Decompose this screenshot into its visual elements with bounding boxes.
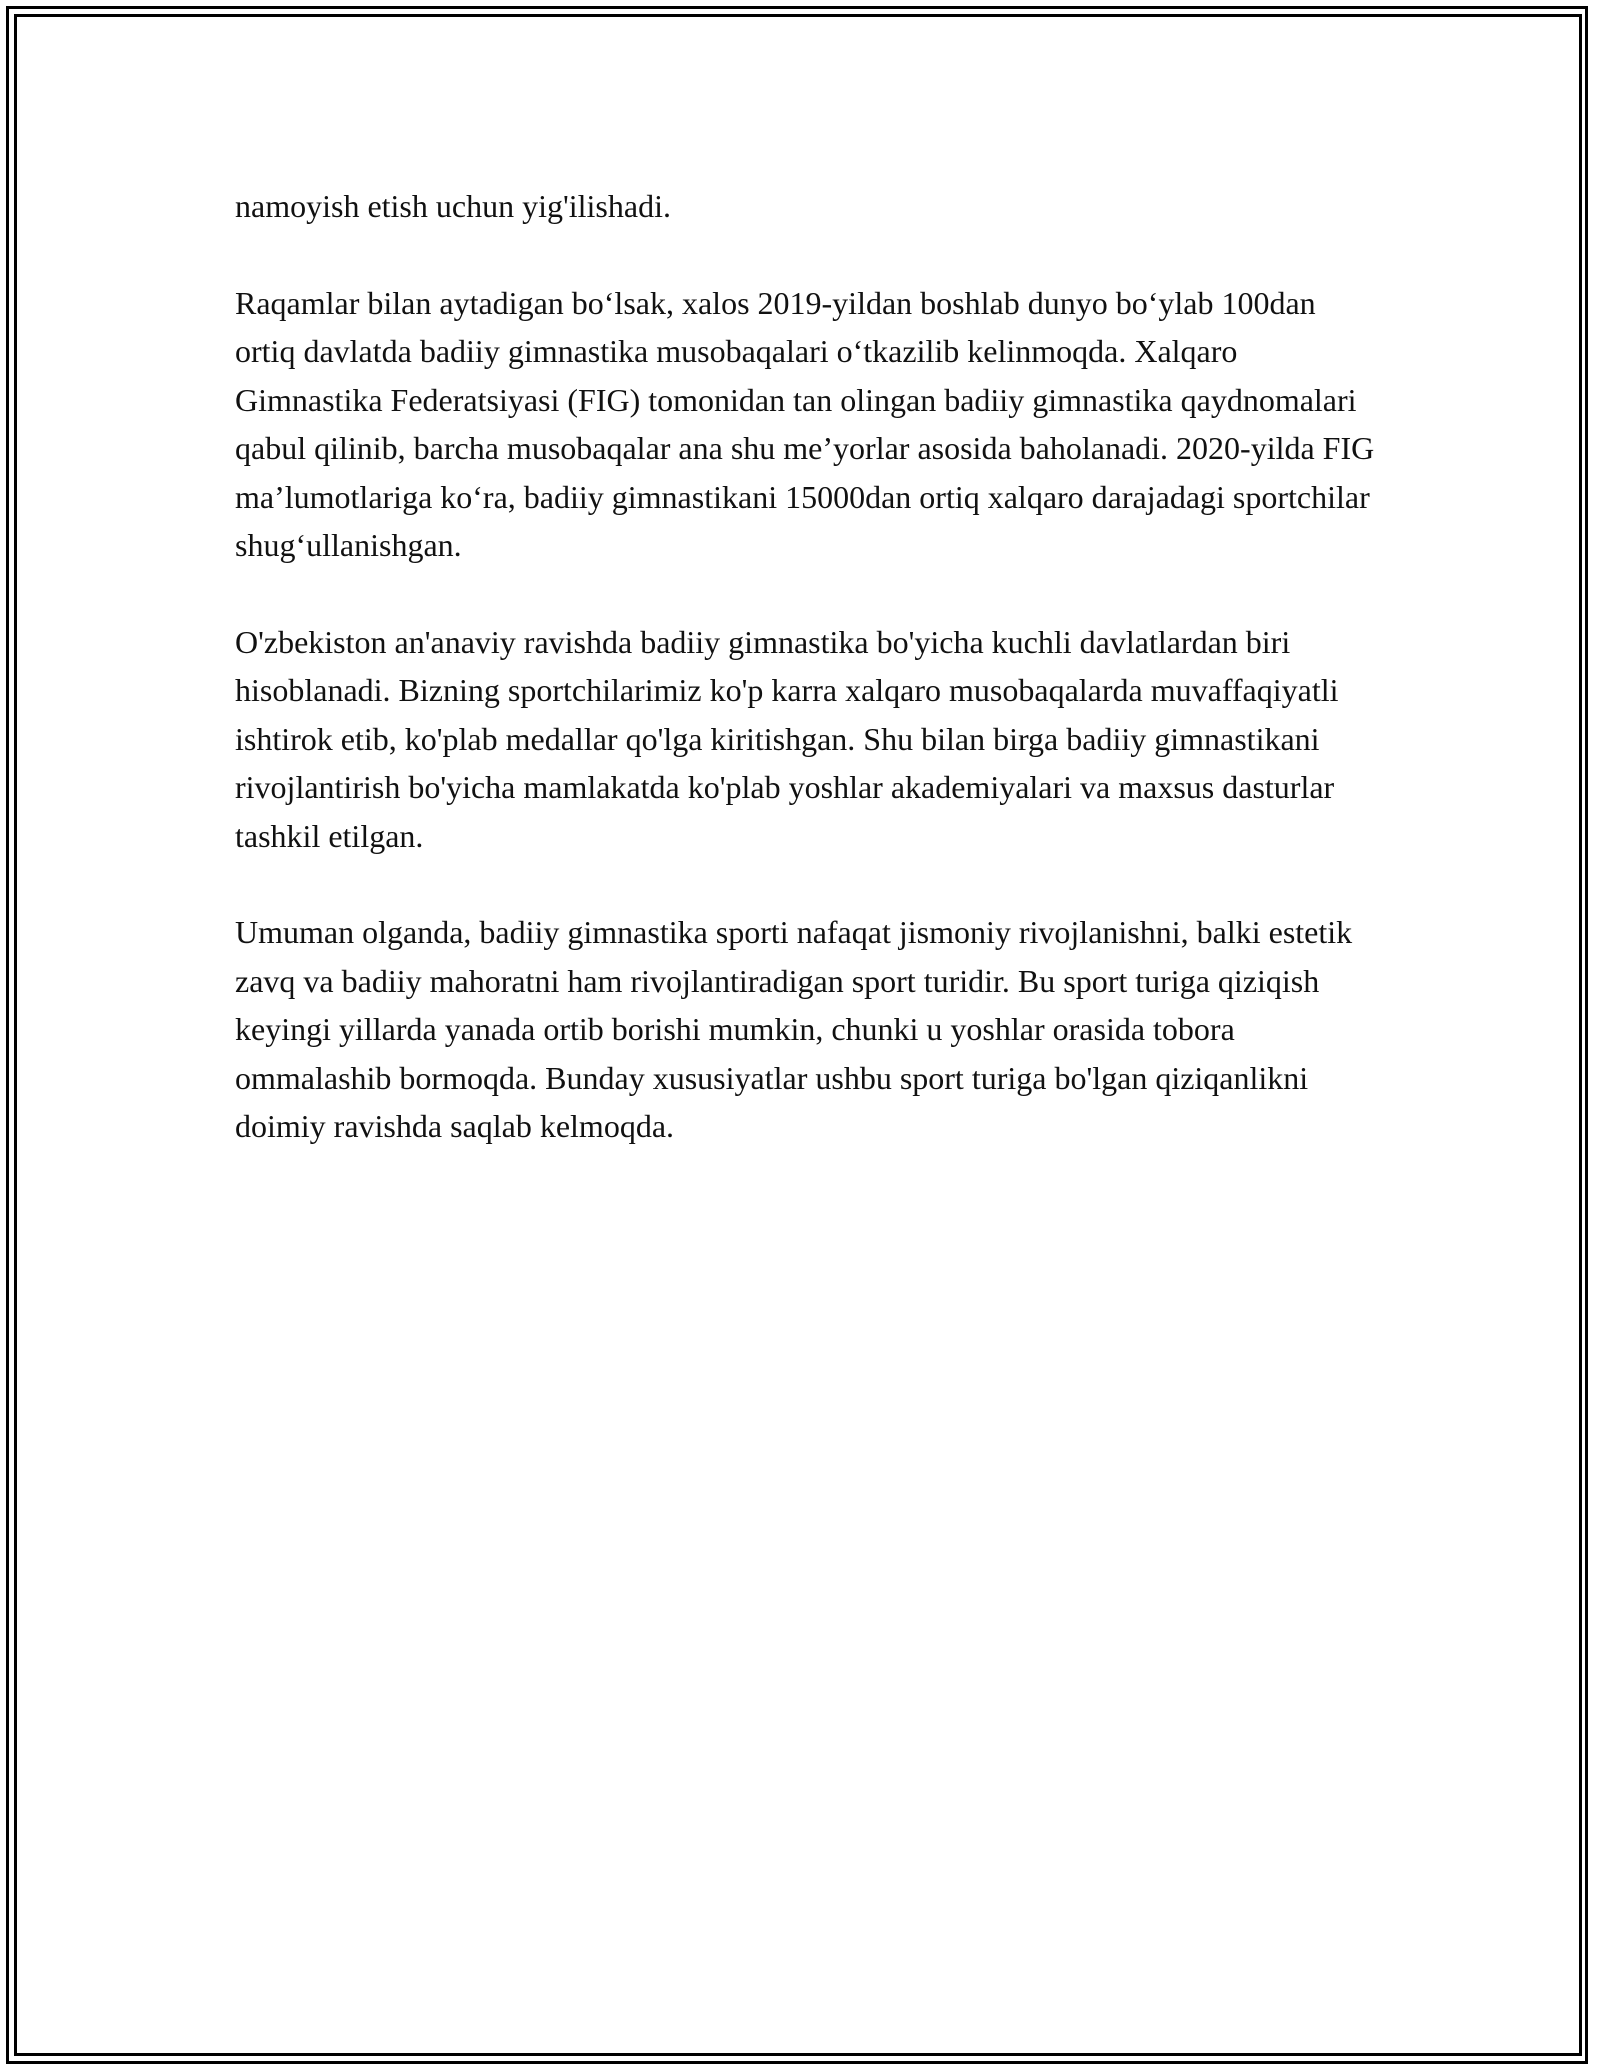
paragraph-1: namoyish etish uchun yig'ilishadi. [235,188,671,224]
document-body [235,182,1375,1199]
paragraph-3: O'zbekiston an'anaviy ravishda badiiy gimnastika bo'yicha kuchli davlatlardan biri hisoblanadi. Bizning sportchilarimiz ko'p karra xalqaro musobaqalarda muvaffaqiyatli ishtirok etib, ko'plab medallar qo'lga kiritishgan. Shu bilan birga badiiy gimnastikani rivojlantirish bo'yicha mamlakatda ko'plab yoshlar akademiyalari va maxsus dasturlar tashkil etilgan. [235,623,1339,854]
paragraph-4: Umuman olganda, badiiy gimnastika sporti nafaqat jismoniy rivojlanishni, balki estetik zavq va badiiy mahoratni ham rivojlantiradigan sport turidir. Bu sport turiga qiziqish keyingi yillarda yanada ortib borishi mumkin, chunki u yoshlar orasida tobora ommalashib bormoqda. Bunday xususiyatlar ushbu sport turiga bo'lgan qiziqanlikni doimiy ravishda saqlab kelmoqda. [235,914,1353,1144]
paragraph-2: Raqamlar bilan aytadigan bo‘lsak, xalos 2019-yildan boshlab dunyo bo‘ylab 100dan ortiq davlatda badiiy gimnastika musobaqalari o‘tkazilib kelinmoqda. Xalqaro Gimnastika Federatsiyasi (FIG) tomonidan tan olingan badiiy gimnastika qaydnomalari qabul qilinib, barcha musobaqalar ana shu me’yorlar asosida baholanadi. 2020-yilda FIG ma’lumotlariga ko‘ra, badiiy gimnastikani 15000dan ortiq xalqaro darajadagi sportchilar shug‘ullanishgan. [235,284,1375,563]
